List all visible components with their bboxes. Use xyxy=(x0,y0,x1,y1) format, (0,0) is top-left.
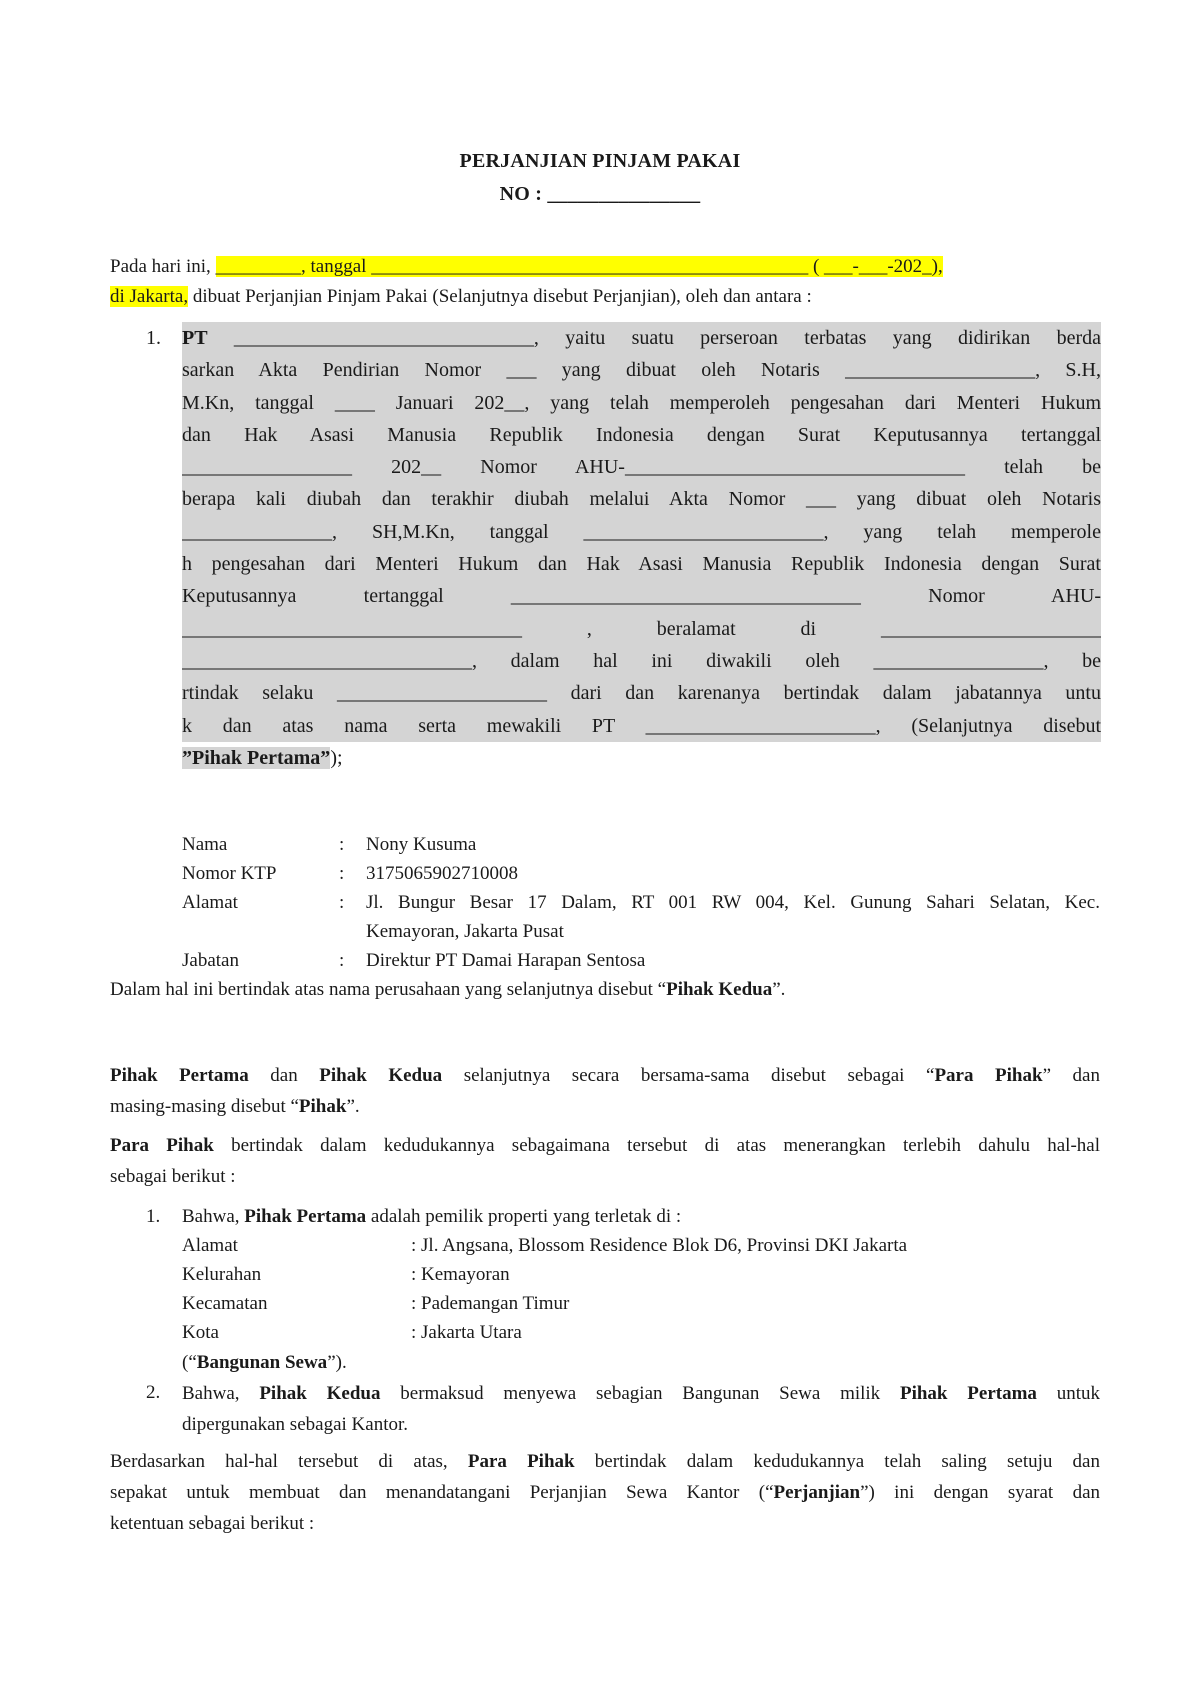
para-pihak-line-2: masing-masing disebut “Pihak”. xyxy=(110,1096,360,1117)
property-row-value: : Jl. Angsana, Blossom Residence Blok D6, Provinsi DKI Jakarta xyxy=(411,1235,908,1256)
party2-row-label: Alamat xyxy=(182,892,238,913)
intro-line-2 xyxy=(110,282,812,312)
closing-paragraph xyxy=(110,1446,1100,1539)
property-row-label: Alamat xyxy=(182,1235,238,1256)
party2-row-label: Jabatan xyxy=(182,950,239,971)
para-pihak-line-1: Pihak Pertama dan Pihak Kedua selanjutnya secara bersama-sama disebut sebagai “Para Pihak” dan xyxy=(110,1065,1100,1086)
menerangkan-line-2: sebagai berikut : xyxy=(110,1166,236,1187)
fact2-line-2: dipergunakan sebagai Kantor. xyxy=(182,1414,408,1435)
party2-row-value: 3175065902710008 xyxy=(366,863,518,884)
party1-line: _________________ 202__ Nomor AHU-__________________________________ telah be xyxy=(182,451,1101,483)
party2-row-label: Nama xyxy=(182,834,228,855)
party1-line: __________________________________ , beralamat di ______________________ xyxy=(182,613,1101,645)
party2-row-value: Direktur PT Damai Harapan Sentosa xyxy=(366,950,646,971)
party2-row-separator: : xyxy=(339,834,345,855)
party1-number: 1. xyxy=(146,327,161,349)
closing-line-2: sepakat untuk membuat dan menandatangani Perjanjian Sewa Kantor (“Perjanjian”) ini dengan syarat dan xyxy=(110,1482,1101,1503)
party1-line: sarkan Akta Pendirian Nomor ___ yang dibuat oleh Notaris ___________________, S.H, xyxy=(182,354,1101,386)
bangunan-sewa-tag: (“Bangunan Sewa”). xyxy=(182,1352,347,1373)
property-row-value: : Jakarta Utara xyxy=(411,1322,522,1343)
party1-line: _____________________________, dalam hal ini diwakili oleh _________________, be xyxy=(182,645,1101,677)
menerangkan-paragraph xyxy=(110,1130,1100,1192)
document-number: NO : _______________ xyxy=(499,183,701,205)
intro-date-blanks[interactable]: _________, tanggal ______________________________________________ ( ___-___-202_), xyxy=(215,256,943,277)
menerangkan-line-1: Para Pihak bertindak dalam kedudukannya sebagaimana tersebut di atas menerangkan terlebih dahulu hal-hal xyxy=(110,1135,1100,1156)
intro-rest: dibuat Perjanjian Pinjam Pakai (Selanjutnya disebut Perjanjian), oleh dan antara : xyxy=(188,286,812,307)
intro-lead: Pada hari ini, xyxy=(110,256,216,277)
closing-line-1: Berdasarkan hal-hal tersebut di atas, Para Pihak bertindak dalam kedudukannya telah saling setuju dan xyxy=(110,1451,1100,1472)
party1-last-line: ”Pihak Pertama”); xyxy=(182,746,343,769)
party1-line: berapa kali diubah dan terakhir diubah melalui Akta Nomor ___ yang dibuat oleh Notaris xyxy=(182,483,1101,515)
fact1-intro: Bahwa, Pihak Pertama adalah pemilik properti yang terletak di : xyxy=(182,1206,682,1227)
document-title: PERJANJIAN PINJAM PAKAI xyxy=(459,150,741,172)
party2-row-value: Nony Kusuma xyxy=(366,834,477,855)
intro-line-1 xyxy=(110,252,943,282)
property-row-value: : Pademangan Timur xyxy=(411,1293,570,1314)
party2-row-separator: : xyxy=(339,863,345,884)
property-row-label: Kota xyxy=(182,1322,219,1343)
party1-line: Keputusannya tertanggal ___________________________________ Nomor AHU- xyxy=(182,580,1101,612)
fact2-paragraph xyxy=(182,1378,1100,1440)
party2-row-label: Nomor KTP xyxy=(182,863,277,884)
property-row-label: Kecamatan xyxy=(182,1293,268,1314)
party2-row-value: Jl. Bungur Besar 17 Dalam, RT 001 RW 004, Kel. Gunung Sahari Selatan, Kec. xyxy=(366,892,1100,913)
para-pihak-definition xyxy=(110,1060,1100,1122)
party1-line: _______________, SH,M.Kn, tanggal ________________________, yang telah memperole xyxy=(182,516,1101,548)
intro-place: di Jakarta, xyxy=(110,286,189,307)
party1-line: k dan atas nama serta mewakili PT _______________________, (Selanjutnya disebut xyxy=(182,710,1101,742)
party1-paragraph xyxy=(182,322,1101,774)
closing-line-3: ketentuan sebagai berikut : xyxy=(110,1513,315,1534)
pihak-kedua-term: Pihak Kedua xyxy=(666,979,773,1000)
party1-line: dan Hak Asasi Manusia Republik Indonesia dengan Surat Keputusannya tertanggal xyxy=(182,419,1101,451)
property-row-value: : Kemayoran xyxy=(411,1264,510,1285)
party1-line: M.Kn, tanggal ____ Januari 202__, yang telah memperoleh pengesahan dari Menteri Hukum xyxy=(182,387,1101,419)
fact1-number: 1. xyxy=(146,1206,161,1227)
party1-line: rtindak selaku _____________________ dari dan karenanya bertindak dalam jabatannya untu xyxy=(182,677,1101,709)
property-row-label: Kelurahan xyxy=(182,1264,262,1285)
fact2-line-1: Bahwa, Pihak Kedua bermaksud menyewa sebagian Bangunan Sewa milik Pihak Pertama untuk xyxy=(182,1383,1101,1404)
party2-row-value: Kemayoran, Jakarta Pusat xyxy=(366,921,564,942)
fact2-number: 2. xyxy=(146,1382,161,1403)
party2-closing: Dalam hal ini bertindak atas nama perusahaan yang selanjutnya disebut “Pihak Kedua”. xyxy=(110,979,786,1000)
party2-row-separator: : xyxy=(339,950,345,971)
pihak-pertama-term: ”Pihak Pertama” xyxy=(182,746,331,769)
party1-line: h pengesahan dari Menteri Hukum dan Hak Asasi Manusia Republik Indonesia dengan Surat xyxy=(182,548,1101,580)
party1-line: PT ______________________________, yaitu suatu perseroan terbatas yang didirikan berda xyxy=(182,322,1101,354)
party2-row-separator: : xyxy=(339,892,345,913)
